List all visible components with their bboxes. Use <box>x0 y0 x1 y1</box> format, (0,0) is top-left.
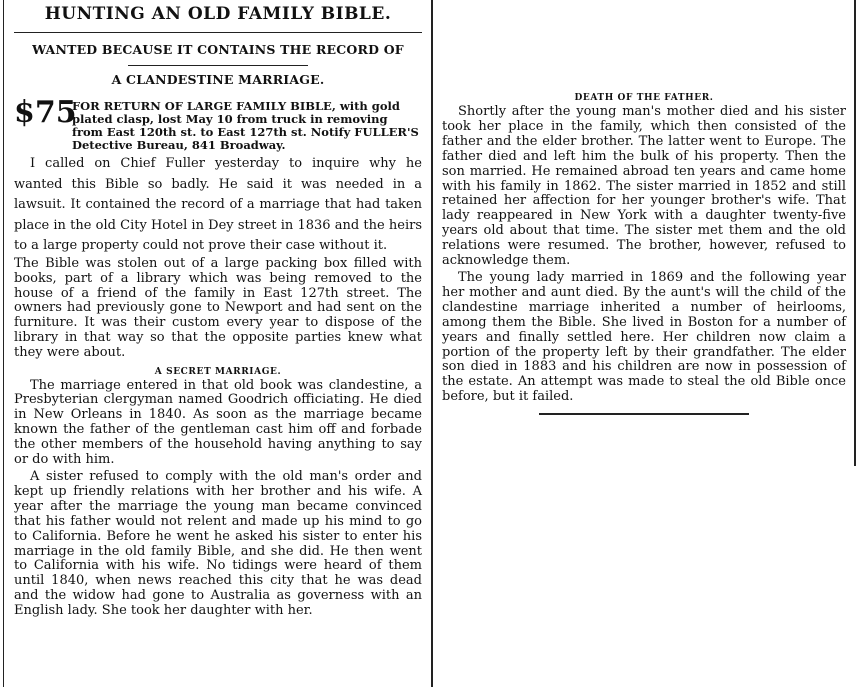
paragraph-3: A sister refused to comply with the old man's order and kept up friendly relations with her brother and his wife. A year after the marriage the young man became convinced that his father would not relent and made up his mind to go to California. Before he went he asked his sister to enter his marriage in the old family Bible, and she did. He then went to California with his wife. No tidings were heard of them until 1840, when news reached this city that he was dead and the widow had gone to Australia as governess with an English lady. She took her daughter with her. <box>14 468 422 619</box>
section-heading-secret-marriage: A SECRET MARRIAGE. <box>154 366 282 377</box>
paragraph-1b: The Bible was stolen out of a large packing box filled with books, part of a library which was being removed to the house of a friend of the family in East 127th street. The owners had previously gone to Newport and had sent on the furniture. It was their custom every year to dispose of the library in that way so that the opposite parties knew what they were about. <box>14 255 422 360</box>
article-headline: HUNTING AN OLD FAMILY BIBLE. <box>44 4 392 24</box>
left-column <box>14 4 422 619</box>
classified-ad <box>14 95 422 154</box>
paragraph-5: The young lady married in 1869 and the following year her mother and aunt died. By the aunt's will the child of the clandestine marriage inherited a number of heirlooms, among them the Bible. She lived in Boston for a number of years and finally settled here. Her children now claim a portion of the property left by their grandfather. The elder son died in 1883 and his children are now in possession of the estate. An attempt was made to steal the old Bible once before, but it failed. <box>442 269 846 405</box>
left-column-rule <box>3 0 4 687</box>
paragraph-2: The marriage entered in that old book was clandestine, a Presbyterian clergyman named Goodrich officiating. He died in New Orleans in 1840. As soon as the marriage became known the father of the gentleman cast him off and forbade the other members of the household having anything to say or do with him. <box>14 377 422 468</box>
ad-price: $75 <box>14 95 77 130</box>
right-column-rule <box>854 0 856 466</box>
headline-rule <box>14 32 422 33</box>
subheadline-rule <box>128 65 308 66</box>
subheadline-1: WANTED BECAUSE IT CONTAINS THE RECORD OF <box>32 42 404 57</box>
paragraph-4: Shortly after the young man's mother died and his sister took her place in the family, which then consisted of the father and the elder brother. The latter went to Europe. The father died and left him the bulk of his property. Then the son married. He remained abroad ten years and came home with his family in 1862. The sister married in 1852 and still retained her affection for her younger brother's wife. That lady reappeared in New York with a daughter twenty-five years old about that time. The sister met them and the old relations were resumed. The brother, however, refused to acknowledge them. <box>442 104 846 269</box>
section-heading-death-of-father: DEATH OF THE FATHER. <box>574 93 714 103</box>
right-column <box>442 92 846 415</box>
article-end-rule <box>539 413 749 415</box>
ad-text: FOR RETURN OF LARGE FAMILY BIBLE, with gold plated clasp, lost May 10 from truck in removing from East 120th st. to East 127th st. Notify FULLER'S Detective Bureau, 841 Broadway. <box>72 99 419 152</box>
column-divider-rule <box>431 0 433 687</box>
subheadline-2: A CLANDESTINE MARRIAGE. <box>111 72 325 87</box>
paragraph-1: I called on Chief Fuller yesterday to inquire why he wanted this Bible so badly. He said it was needed in a lawsuit. It contained the record of a marriage that had taken place in the old City Hotel in Dey street in 1836 and the heirs to a large property could not prove their case without it. <box>14 156 422 254</box>
